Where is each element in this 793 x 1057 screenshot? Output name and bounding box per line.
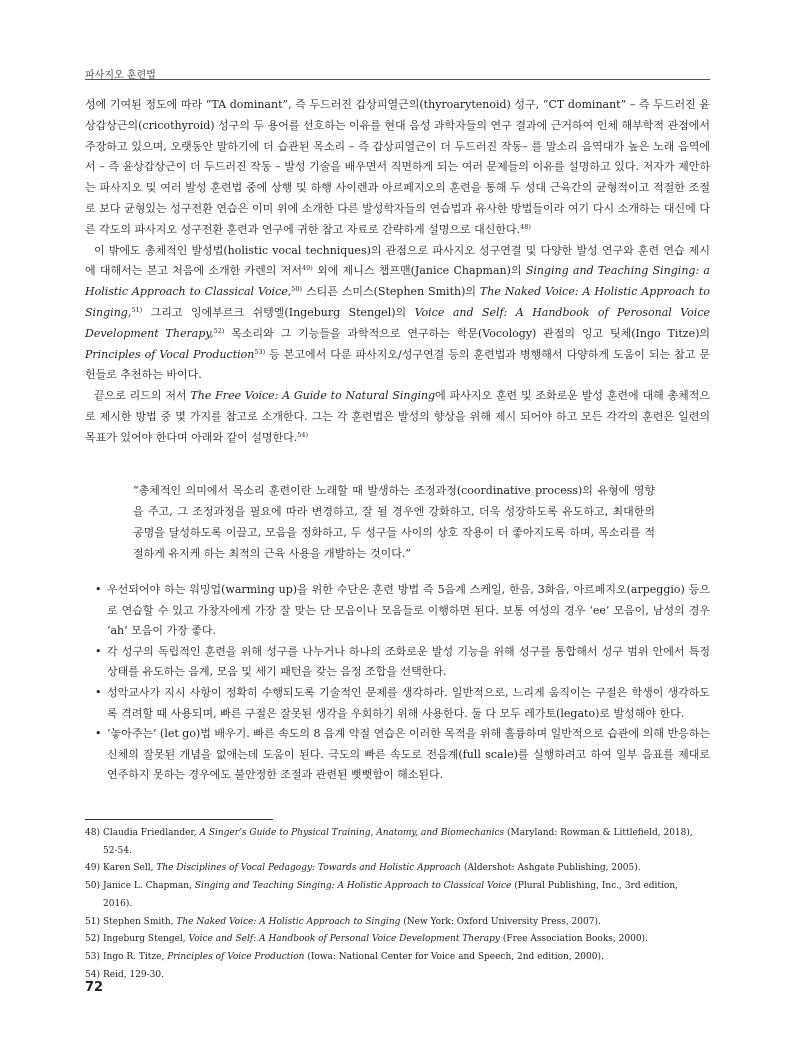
footnote-author: Ingo R. Titze, — [103, 951, 168, 962]
bullet-list — [85, 580, 710, 786]
bullet-item-text: ‘놓아주는’ (let go)법 배우기. 빠른 속도의 8 음계 약절 연습은 이러한 목적을 위해 훌륭하며 일반적으로 습관에 의해 반응하는 신체의 잘못된 개념을 없애는데 도움이 된다. 극도의 빠른 속도로 전음계(full scale)를 실행하려고 하여 일부 음표를 제대로 연주하지 못하는 경우에도 불안정한 조절과 관련된 뻣뻣함이 해소된다. — [107, 727, 710, 782]
footnote — [85, 825, 710, 860]
bullet-item — [85, 683, 710, 724]
footnote-author: Reid, 129-30. — [103, 969, 164, 980]
footnote-ref-51: 51) — [131, 305, 143, 314]
footnote-author: Janice L. Chapman, — [103, 881, 195, 892]
footnote — [85, 860, 710, 878]
footnote-number: 52) — [85, 934, 100, 945]
paragraph-2-text-c: 스티픈 스미스(Stephen Smith)의 — [302, 285, 480, 299]
footnote-title: Voice and Self: A Handbook of Personal Voice Development Therapy — [188, 934, 500, 945]
paragraph-3-text-a: 끝으로 리드의 저서 — [94, 389, 191, 403]
footnote-number: 49) — [85, 863, 100, 874]
bullet-marker: • — [95, 727, 102, 741]
book-title-chapman: Singing and Teaching Singing: a Holistic Approach to Classical Voice, — [85, 264, 710, 299]
footnote — [85, 914, 710, 932]
paragraph-2-text-f: 등 본고에서 다룬 파사지오/성구연결 등의 훈련법과 병행해서 다양하게 도움이 되는 참고 문헌들로 추천하는 바이다. — [85, 347, 710, 382]
footnote-ref-54: 54) — [297, 430, 309, 439]
bullet-item — [85, 642, 710, 683]
book-title-titze: Principles of Vocal Production — [85, 347, 255, 361]
footnote-title: Singing and Teaching Singing: A Holistic Approach to Classical Voice — [194, 881, 512, 892]
footnote-publication: (Maryland: Rowman & Littlefield, 2018), 52-54. — [103, 828, 693, 856]
footnote-author: Karen Sell, — [103, 863, 157, 874]
page-number: 72 — [85, 980, 104, 995]
footnote-author: Claudia Friedlander, — [103, 828, 200, 838]
footnote-number: 51) — [85, 916, 100, 927]
footnote-author: Stephen Smith, — [103, 916, 177, 927]
footnote-ref-49: 49) — [301, 264, 313, 273]
footnote-publication: (Free Association Books, 2000). — [499, 934, 648, 945]
block-quote-text: “총체적인 의미에서 목소리 훈련이란 노래할 때 발생하는 조정과정(coordinative process)의 유형에 영향을 주고, 그 조정과정을 필요에 따라 변경하고, 잘 될 경우엔 강화하고, 더욱 성장하도록 유도하고, 최대한의 공명을 달성하도록 이끌고, 모음을 정화하고, 두 성구들 사이의 상호 작용이 더 좋아지도록 하며, 목소리를 적절하게 유지케 하는 최적의 근육 사용을 개발하는 것이다.” — [133, 484, 655, 560]
running-header: 파사지오 훈련법 — [85, 70, 156, 81]
bullet-item-text: 우선되어야 하는 워밍업(warming up)을 위한 수단은 훈련 방법 즉 5음계 스케일, 한음, 3화음, 아르페지오(arpeggio) 등으로 연습할 수 있고 가창자에게 가장 잘 맞는 단 모음이나 모음들로 이행하면 된다. 보통 여성의 경우 ‘ee’ 모음이, 남성의 경우 ‘ah’ 모음이 가장 좋다. — [107, 583, 710, 638]
footnote-ref-50: 50) — [291, 285, 303, 294]
footnote-title: Principles of Voice Production — [167, 951, 305, 962]
footnote-title: The Disciplines of Vocal Pedagogy: Towards and Holistic Approach — [156, 863, 462, 874]
bullet-marker: • — [95, 685, 102, 699]
footnotes — [85, 825, 710, 984]
bullet-item-text: 성악교사가 지시 사항이 정확히 수행되도록 기술적인 문제를 생각하라. 일반적으로, 느리게 움직이는 구절은 학생이 생각하도록 격려할 때 사용되며, 빠른 구절은 잘못된 생각을 우회하기 위해 사용한다. 둘 다 모두 레가토(legato)로 발성해야 한다. — [107, 685, 710, 720]
paragraph-1 — [85, 95, 710, 241]
footnote-number: 53) — [85, 951, 100, 962]
paragraph-2-text-e: 목소리와 그 기능들을 과학적으로 연구하는 학문(Vocology) 관점의 잉고 팃체(Ingo Titze)의 — [224, 326, 710, 340]
bullet-item — [85, 580, 710, 642]
footnote-rule — [85, 819, 273, 820]
paragraph-2-text-d: 그리고 잉에부르크 쉬텡엘(Ingeburg Stengel)의 — [142, 305, 415, 319]
book-title-smith: The Naked Voice: A Holistic Approach to Singing, — [85, 285, 710, 319]
book-title-reid: The Free Voice: A Guide to Natural Singing — [190, 389, 436, 403]
bullet-marker: • — [95, 583, 102, 596]
footnote-number: 54) — [85, 969, 100, 980]
book-title-stengel: Voice and Self: A Handbook of Perosonal Voice Development Therapy, — [85, 305, 710, 340]
footnote-number: 48) — [85, 828, 100, 838]
footnote-publication: (Plural Publishing, Inc., 3rd edition, 2016). — [103, 881, 679, 909]
paragraph-2-text-a: 이 밖에도 총체적인 발성법(holistic vocal techniques)의 관점으로 파사지오 성구연결 및 다양한 발성 연구와 훈련 연습 제시에 대해서는 본고 처음에 소개한 카렌의 저서 — [85, 243, 710, 278]
footnote-title: The Naked Voice: A Holistic Approach to Singing — [176, 916, 401, 927]
paragraph-2-text-b: 외에 제니스 챕프맨(Janice Chapman)의 — [312, 264, 526, 278]
paragraph-2 — [85, 241, 710, 387]
bullet-marker: • — [95, 644, 102, 658]
footnote-author: Ingeburg Stengel, — [103, 934, 189, 945]
footnote-publication: (Aldershot: Ashgate Publishing, 2005). — [461, 863, 641, 874]
bullet-item — [85, 724, 710, 786]
block-quote — [133, 480, 655, 564]
footnote — [85, 967, 710, 985]
footnote-publication: (Iowa: National Center for Voice and Speech, 2nd edition, 2000). — [304, 951, 604, 962]
footnote-ref-53: 53) — [254, 347, 266, 356]
footnote-ref-48: 48) — [520, 222, 531, 231]
paragraph-1-text: 성에 기여된 정도에 따라 “TA dominant”, 즉 두드러진 갑상피열근의(thyroarytenoid) 성구, “CT dominant” – 즉 두드러진 윤상갑상근의(cricothyroid) 성구의 두 용어를 선호하는 이유를 현대 음성 과학자들의 연구 결과에 근거하여 인체 해부학적 관점에서 주장하고 있으며, 오랫동안 말하기에 더 습관된 목소리 – 즉 갑상피열근이 더 두드러진 작동– 를 말소리 음역대가 높은 노래 음역에서 – 즉 윤상갑상근이 더 두드러진 작동 – 발성 기술을 배우면서 직면하게 되는 여러 문제들의 이유를 설명하고 있다. 저자가 제안하는 파사지오 및 여러 발성 훈련법 중에 상행 및 하행 사이렌과 아르페지오의 훈련을 통해 두 성대 근육간의 균형적이고 적절한 조절로 보다 균형있는 성구전환 연습은 이미 위에 소개한 다른 발성학자들의 연습법과 유사한 방법들이라 여기 다시 소개하는 대신에 다른 각도의 파사지오 성구전환 훈련과 연구에 귀한 참고 자료로 간략하게 설명으로 대신한다. — [85, 98, 710, 236]
footnote — [85, 878, 710, 913]
footnote-number: 50) — [85, 881, 100, 892]
header-rule — [85, 79, 710, 80]
footnote — [85, 931, 710, 949]
body-text — [85, 95, 710, 449]
paragraph-3 — [85, 386, 710, 448]
paragraph-3-text-b: 에 파사지오 훈련 및 조화로운 발성 훈련에 대해 총체적으로 제시한 방법 중 몇 가지를 참고로 소개한다. 그는 각 훈련법은 발성의 향상을 위해 제시 되어야 하고 모든 각각의 훈련은 일련의 목표가 있어야 한다며 아래와 같이 설명한다. — [85, 389, 711, 444]
footnote-publication: (New York: Oxford University Press, 2007). — [400, 916, 601, 927]
footnote-title: A Singer’s Guide to Physical Training, Anatomy, and Biomechanics — [199, 828, 505, 838]
footnote-ref-52: 52) — [213, 326, 225, 335]
bullet-item-text: 각 성구의 독립적인 훈련을 위해 성구를 나누거나 하나의 조화로운 발성 기능을 위해 성구를 통합해서 성구 범위 안에서 특정 상태를 유도하는 음계, 모음 및 세기 패턴을 갖는 음정 조합을 선택한다. — [107, 644, 710, 679]
footnote — [85, 949, 710, 967]
